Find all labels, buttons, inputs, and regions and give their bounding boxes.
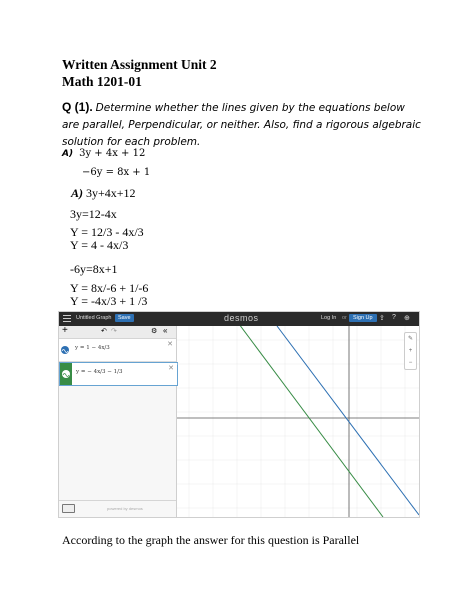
expression-toolbar: [59, 326, 176, 339]
desmos-screenshot: [58, 311, 420, 518]
work-line-3: Y = 4 - 4x/3: [70, 238, 129, 252]
zoom-out-button[interactable]: −: [408, 360, 413, 366]
graph-canvas[interactable]: [177, 326, 419, 517]
title-line-1: Written Assignment Unit 2: [62, 57, 217, 72]
collapse-panel-button[interactable]: «: [163, 326, 168, 335]
undo-icon[interactable]: ↶: [101, 328, 107, 335]
menu-icon[interactable]: [63, 315, 71, 316]
given-eq-2: −6y = 8x + 1: [82, 167, 151, 178]
expression-row-2[interactable]: [59, 362, 178, 386]
given-eq-1: 3y + 4x + 12: [79, 148, 146, 159]
graph-line-1[interactable]: [277, 326, 419, 515]
zoom-controls: [404, 332, 417, 370]
conclusion-text: According to the graph the answer for this question is Parallel: [62, 533, 360, 547]
desmos-logo: desmos: [224, 313, 259, 323]
given-equations: [62, 148, 150, 178]
work-line-6: Y = -4x/3 + 1 /3: [70, 294, 148, 308]
wrench-icon[interactable]: ✎: [407, 336, 414, 342]
expression-row-1[interactable]: [59, 339, 176, 362]
work-line-0: 3y+4x+12: [86, 186, 136, 200]
signup-button[interactable]: Sign Up: [349, 314, 377, 322]
panel-footer: [59, 500, 176, 518]
work-line-1: 3y=12-4x: [70, 207, 117, 221]
graph-name[interactable]: Untitled Graph: [76, 315, 112, 321]
desmos-topbar: [59, 312, 419, 326]
login-link[interactable]: Log In: [321, 315, 337, 321]
work-label-row: [71, 187, 136, 200]
work-line-5: Y = 8x/-6 + 1/-6: [70, 281, 149, 295]
expression-1-text[interactable]: y = 1 − 4x/3: [75, 345, 110, 351]
add-expression-button[interactable]: +: [62, 325, 68, 336]
save-button[interactable]: Save: [115, 314, 134, 322]
expression-2-text[interactable]: y = − 4x/3 − 1/3: [76, 369, 123, 375]
globe-icon[interactable]: ⊕: [404, 315, 410, 322]
expression-2-delete-icon[interactable]: ✕: [168, 365, 174, 372]
zoom-in-button[interactable]: +: [408, 348, 413, 354]
work-line-2: Y = 12/3 - 4x/3: [70, 225, 144, 239]
assignment-title: [62, 56, 217, 90]
expression-panel: [59, 326, 177, 517]
help-icon[interactable]: ?: [392, 314, 396, 321]
powered-by-text: powered by desmos: [107, 506, 143, 511]
question-block: [62, 99, 422, 150]
title-line-2: Math 1201-01: [62, 74, 142, 89]
redo-icon[interactable]: ↷: [111, 328, 117, 335]
work-label: A): [71, 186, 83, 200]
question-text: Determine whether the lines given by the equations below are parallel, Perpendicular, or neither. Also, find a rigorous algebraic solution for each problem.: [62, 102, 421, 148]
expression-1-delete-icon[interactable]: ✕: [167, 341, 173, 348]
share-icon[interactable]: ⇪: [379, 315, 385, 322]
graph-line-2[interactable]: [239, 326, 383, 517]
question-number: Q (1).: [62, 100, 93, 114]
or-text: or: [342, 315, 347, 321]
expression-2-color-icon[interactable]: [60, 363, 72, 385]
expression-1-color-icon[interactable]: [59, 339, 71, 361]
keyboard-icon[interactable]: [62, 504, 75, 513]
given-label: A): [62, 149, 74, 159]
work-line-4: -6y=8x+1: [70, 262, 118, 276]
settings-gear-icon[interactable]: ⚙: [151, 328, 158, 335]
